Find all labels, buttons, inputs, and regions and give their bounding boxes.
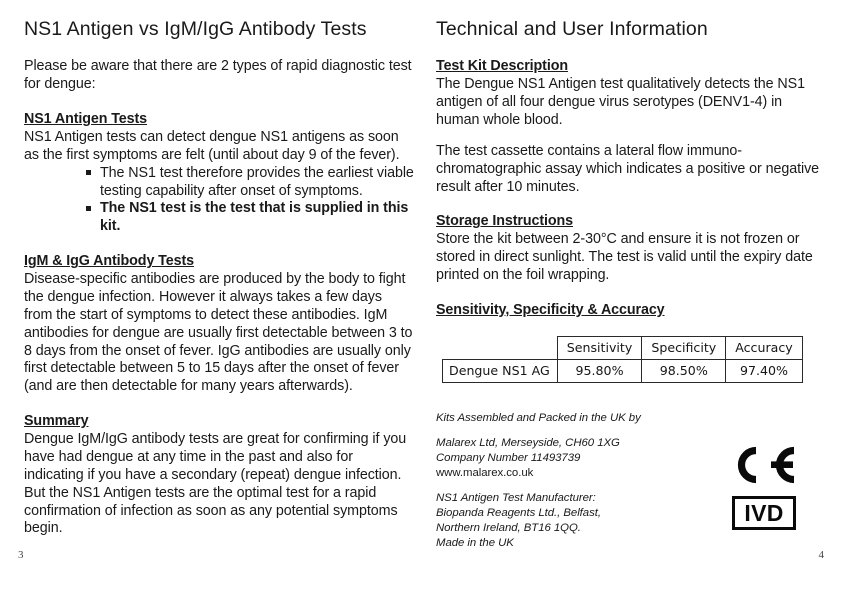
heading-summary: Summary <box>24 413 89 430</box>
paragraph-test-kit-description-2: The test cassette contains a lateral flow immuno-chromatographic assay which indicates a positive or negative result after 10 minutes. <box>436 142 820 195</box>
spacer <box>436 41 826 58</box>
footer-website[interactable]: www.malarex.co.uk <box>436 466 534 479</box>
spacer <box>24 94 414 111</box>
row-label-dengue-ns1-ag: Dengue NS1 AG <box>443 360 558 383</box>
table-row <box>443 360 803 383</box>
paragraph-test-kit-description-1: The Dengue NS1 Antigen test qualitatively detects the NS1 antigen of all four dengue virus serotypes (DENV1-4) in human whole blood. <box>436 75 805 128</box>
footer-manufacturer-title: NS1 Antigen Test Manufacturer: <box>436 492 596 505</box>
list-item <box>24 200 414 236</box>
paragraph-summary: Dengue IgM/IgG antibody tests are great for confirming if you have had dengue at any time in the past and also for indicating if you have a secondary (repeat) dengue infection. But the NS1 Antigen tests are the optimal test for a rapid confirmation of infection as soon as any potential symptoms begin. <box>24 430 407 537</box>
table-header-row <box>443 337 803 360</box>
footer-company-number: Company Number 11493739 <box>436 451 581 464</box>
cell-sensitivity-value: 95.80% <box>557 360 642 383</box>
heading-test-kit-description: Test Kit Description <box>436 58 568 75</box>
left-page-title: NS1 Antigen vs IgM/IgG Antibody Tests <box>24 18 367 40</box>
heading-igm-igg-antibody-tests: IgM & IgG Antibody Tests <box>24 253 194 270</box>
right-page-title: Technical and User Information <box>436 18 708 40</box>
column-header-specificity: Specificity <box>642 337 726 360</box>
page-number-left: 3 <box>18 549 24 561</box>
spacer <box>436 426 826 436</box>
ivd-mark-icon <box>732 496 796 530</box>
paragraph-igm-igg-antibody-tests: Disease-specific antibodies are produced by the body to fight the dengue infection. However it always takes a few days from the start of symptoms to detect these antibodies. IgM antibodies for dengue are usually first detectable between 3 to 8 days from the onset of fever. IgG antibodies are usually only first detectable between 5 to 15 days after the onset of fever (and are then detectable for many years afterwards). <box>24 270 413 395</box>
spacer <box>436 130 826 143</box>
left-intro-paragraph: Please be aware that there are 2 types of rapid diagnostic test for dengue: <box>24 58 412 93</box>
page-number-right: 4 <box>818 549 824 561</box>
footer-assembled-line: Kits Assembled and Packed in the UK by <box>436 412 641 425</box>
footer-company-address: Malarex Ltd, Merseyside, CH60 1XG <box>436 436 620 449</box>
ns1-antigen-bullet-list <box>24 165 414 237</box>
ce-mark-icon <box>726 443 802 487</box>
paragraph-storage-instructions: Store the kit between 2-30°C and ensure it is not frozen or stored in direct sunlight. The test is valid until the expiry date printed on the foil wrapping. <box>436 230 813 283</box>
ivd-label: IVD <box>744 499 784 526</box>
list-item-label: The NS1 test is the test that is supplied in this kit. <box>100 200 409 235</box>
square-bullet-icon <box>86 170 91 175</box>
list-item <box>24 165 414 201</box>
spacer <box>436 196 826 213</box>
spacer <box>436 403 826 411</box>
list-item-label: The NS1 test therefore provides the earliest viable testing capability after onset of symptoms. <box>100 164 414 199</box>
spacer <box>24 396 414 413</box>
column-header-sensitivity: Sensitivity <box>557 337 642 360</box>
regulatory-marks <box>720 443 816 530</box>
footer-manufacturer-name: Biopanda Reagents Ltd., Belfast, <box>436 507 601 520</box>
heading-storage-instructions: Storage Instructions <box>436 213 574 230</box>
spacer <box>24 41 414 58</box>
spacer <box>24 236 414 253</box>
spacer <box>436 319 826 336</box>
footer-manufacturer-address: Northern Ireland, BT16 1QQ. <box>436 522 581 535</box>
cell-specificity-value: 98.50% <box>642 360 726 383</box>
heading-sensitivity-specificity-accuracy: Sensitivity, Specificity & Accuracy <box>436 301 665 318</box>
left-page-column <box>24 0 414 538</box>
spacer <box>436 285 826 302</box>
heading-ns1-antigen-tests: NS1 Antigen Tests <box>24 111 148 128</box>
paragraph-ns1-antigen-tests: NS1 Antigen tests can detect dengue NS1 antigens as soon as the first symptoms are felt (until about day 9 of the fever). <box>24 128 400 163</box>
square-bullet-icon <box>86 206 91 211</box>
table-corner-cell <box>443 337 558 360</box>
cell-accuracy-value: 97.40% <box>726 360 803 383</box>
spacer <box>436 383 826 403</box>
column-header-accuracy: Accuracy <box>726 337 803 360</box>
performance-table <box>442 336 803 383</box>
footer-made-in: Made in the UK <box>436 536 514 549</box>
